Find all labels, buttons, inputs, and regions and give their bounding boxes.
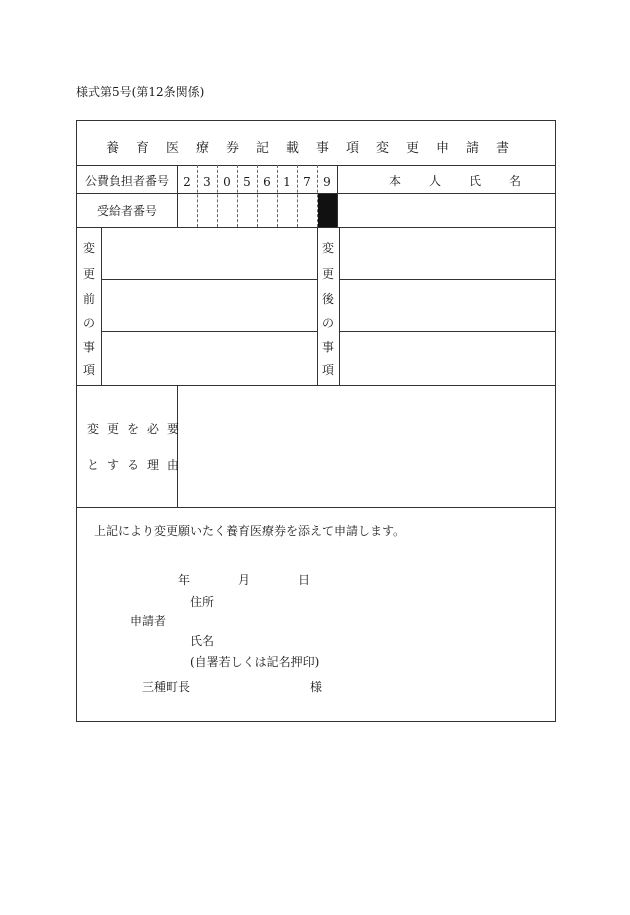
form-number-label: 様式第5号(第12条関係) <box>76 85 205 99</box>
divider-changes <box>77 385 555 386</box>
before-label-char: 項 <box>82 363 95 377</box>
divider-after-1 <box>339 279 555 280</box>
date-year: 年 <box>178 573 191 587</box>
reason-label-line-1: 変更を必要 <box>87 422 188 436</box>
divider-title <box>77 165 555 166</box>
divider-after-2 <box>339 331 555 332</box>
payer-digit: 0 <box>223 175 231 189</box>
payer-digit: 6 <box>263 175 271 189</box>
date-day: 日 <box>298 573 311 587</box>
before-label-char: 事 <box>82 340 95 354</box>
after-label-char: 後 <box>321 292 334 306</box>
divider-recipient <box>77 227 555 228</box>
before-label-char: の <box>82 316 95 330</box>
before-label-char: 更 <box>82 267 95 281</box>
applicant-address-label: 住所 <box>190 595 215 609</box>
after-label-char: 更 <box>321 267 334 281</box>
before-label-char: 前 <box>82 292 95 306</box>
applicant-label: 申請者 <box>130 614 167 628</box>
divider-reason <box>77 507 555 508</box>
after-label-char: の <box>321 316 334 330</box>
declaration-text: 上記により変更願いたく養育医療券を添えて申請します。 <box>94 524 406 538</box>
honorific: 様 <box>310 680 323 694</box>
divider-digits-end <box>337 165 338 227</box>
divider-before-1 <box>101 279 317 280</box>
person-name-label: 本 人 氏 名 <box>389 174 530 188</box>
payer-digit: 5 <box>243 175 251 189</box>
seal-note: (自署若しくは記名押印) <box>190 655 320 669</box>
payer-number-label: 公費負担者番号 <box>85 174 170 188</box>
after-label-char: 変 <box>321 241 334 255</box>
after-label-char: 事 <box>321 340 334 354</box>
before-label-char: 変 <box>82 241 95 255</box>
divider-before-2 <box>101 331 317 332</box>
applicant-name-label: 氏名 <box>190 634 215 648</box>
recipient-number-label: 受給者番号 <box>97 204 158 218</box>
divider-payer <box>77 193 555 194</box>
payer-digit: 1 <box>283 175 291 189</box>
blacked-out-check-digit <box>318 194 337 227</box>
payer-digit: 2 <box>183 175 191 189</box>
reason-label-line-2: とする理由 <box>87 458 188 472</box>
payer-digit: 9 <box>323 175 331 189</box>
date-month: 月 <box>238 573 251 587</box>
form-title: 養育医療券記載事項変更申請書 <box>105 141 526 156</box>
payer-digit: 3 <box>203 175 211 189</box>
addressee: 三種町長 <box>142 680 191 694</box>
payer-digit: 7 <box>303 175 311 189</box>
application-form <box>76 120 556 722</box>
after-label-char: 項 <box>321 363 334 377</box>
